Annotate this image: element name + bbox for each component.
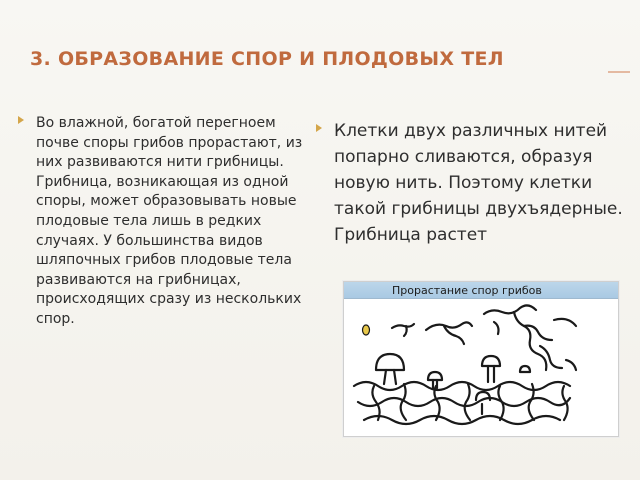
spore-germination-illustration: [344, 300, 618, 436]
title-underline: [608, 71, 630, 73]
slide-title: 3. ОБРАЗОВАНИЕ СПОР И ПЛОДОВЫХ ТЕЛ: [30, 48, 504, 70]
right-column: [334, 118, 626, 248]
figure-caption: Прорастание спор грибов: [344, 282, 618, 299]
bullet-arrow-icon: [316, 124, 322, 132]
right-paragraph: [334, 118, 626, 248]
left-paragraph: [36, 114, 318, 330]
spore-germination-figure: [343, 281, 619, 437]
bullet-arrow-icon: [18, 116, 24, 124]
left-paragraph-text: Во влажной, богатой перегноем почве споры грибов прорастают, из них развиваются нити грибницы. Грибница, возникающая из одной споры, может образовывать новые плодовые тела лишь в редких случаях. У большинства видов шляпочных грибов плодовые тела развиваются на грибницах, происходящих сразу из нескольких спор.: [36, 115, 303, 327]
left-column: [36, 114, 318, 330]
right-paragraph-text: Клетки двух различных нитей попарно сливаются, образуя новую нить. Поэтому клетки такой грибницы двухъядерные. Грибница растет: [334, 121, 623, 245]
